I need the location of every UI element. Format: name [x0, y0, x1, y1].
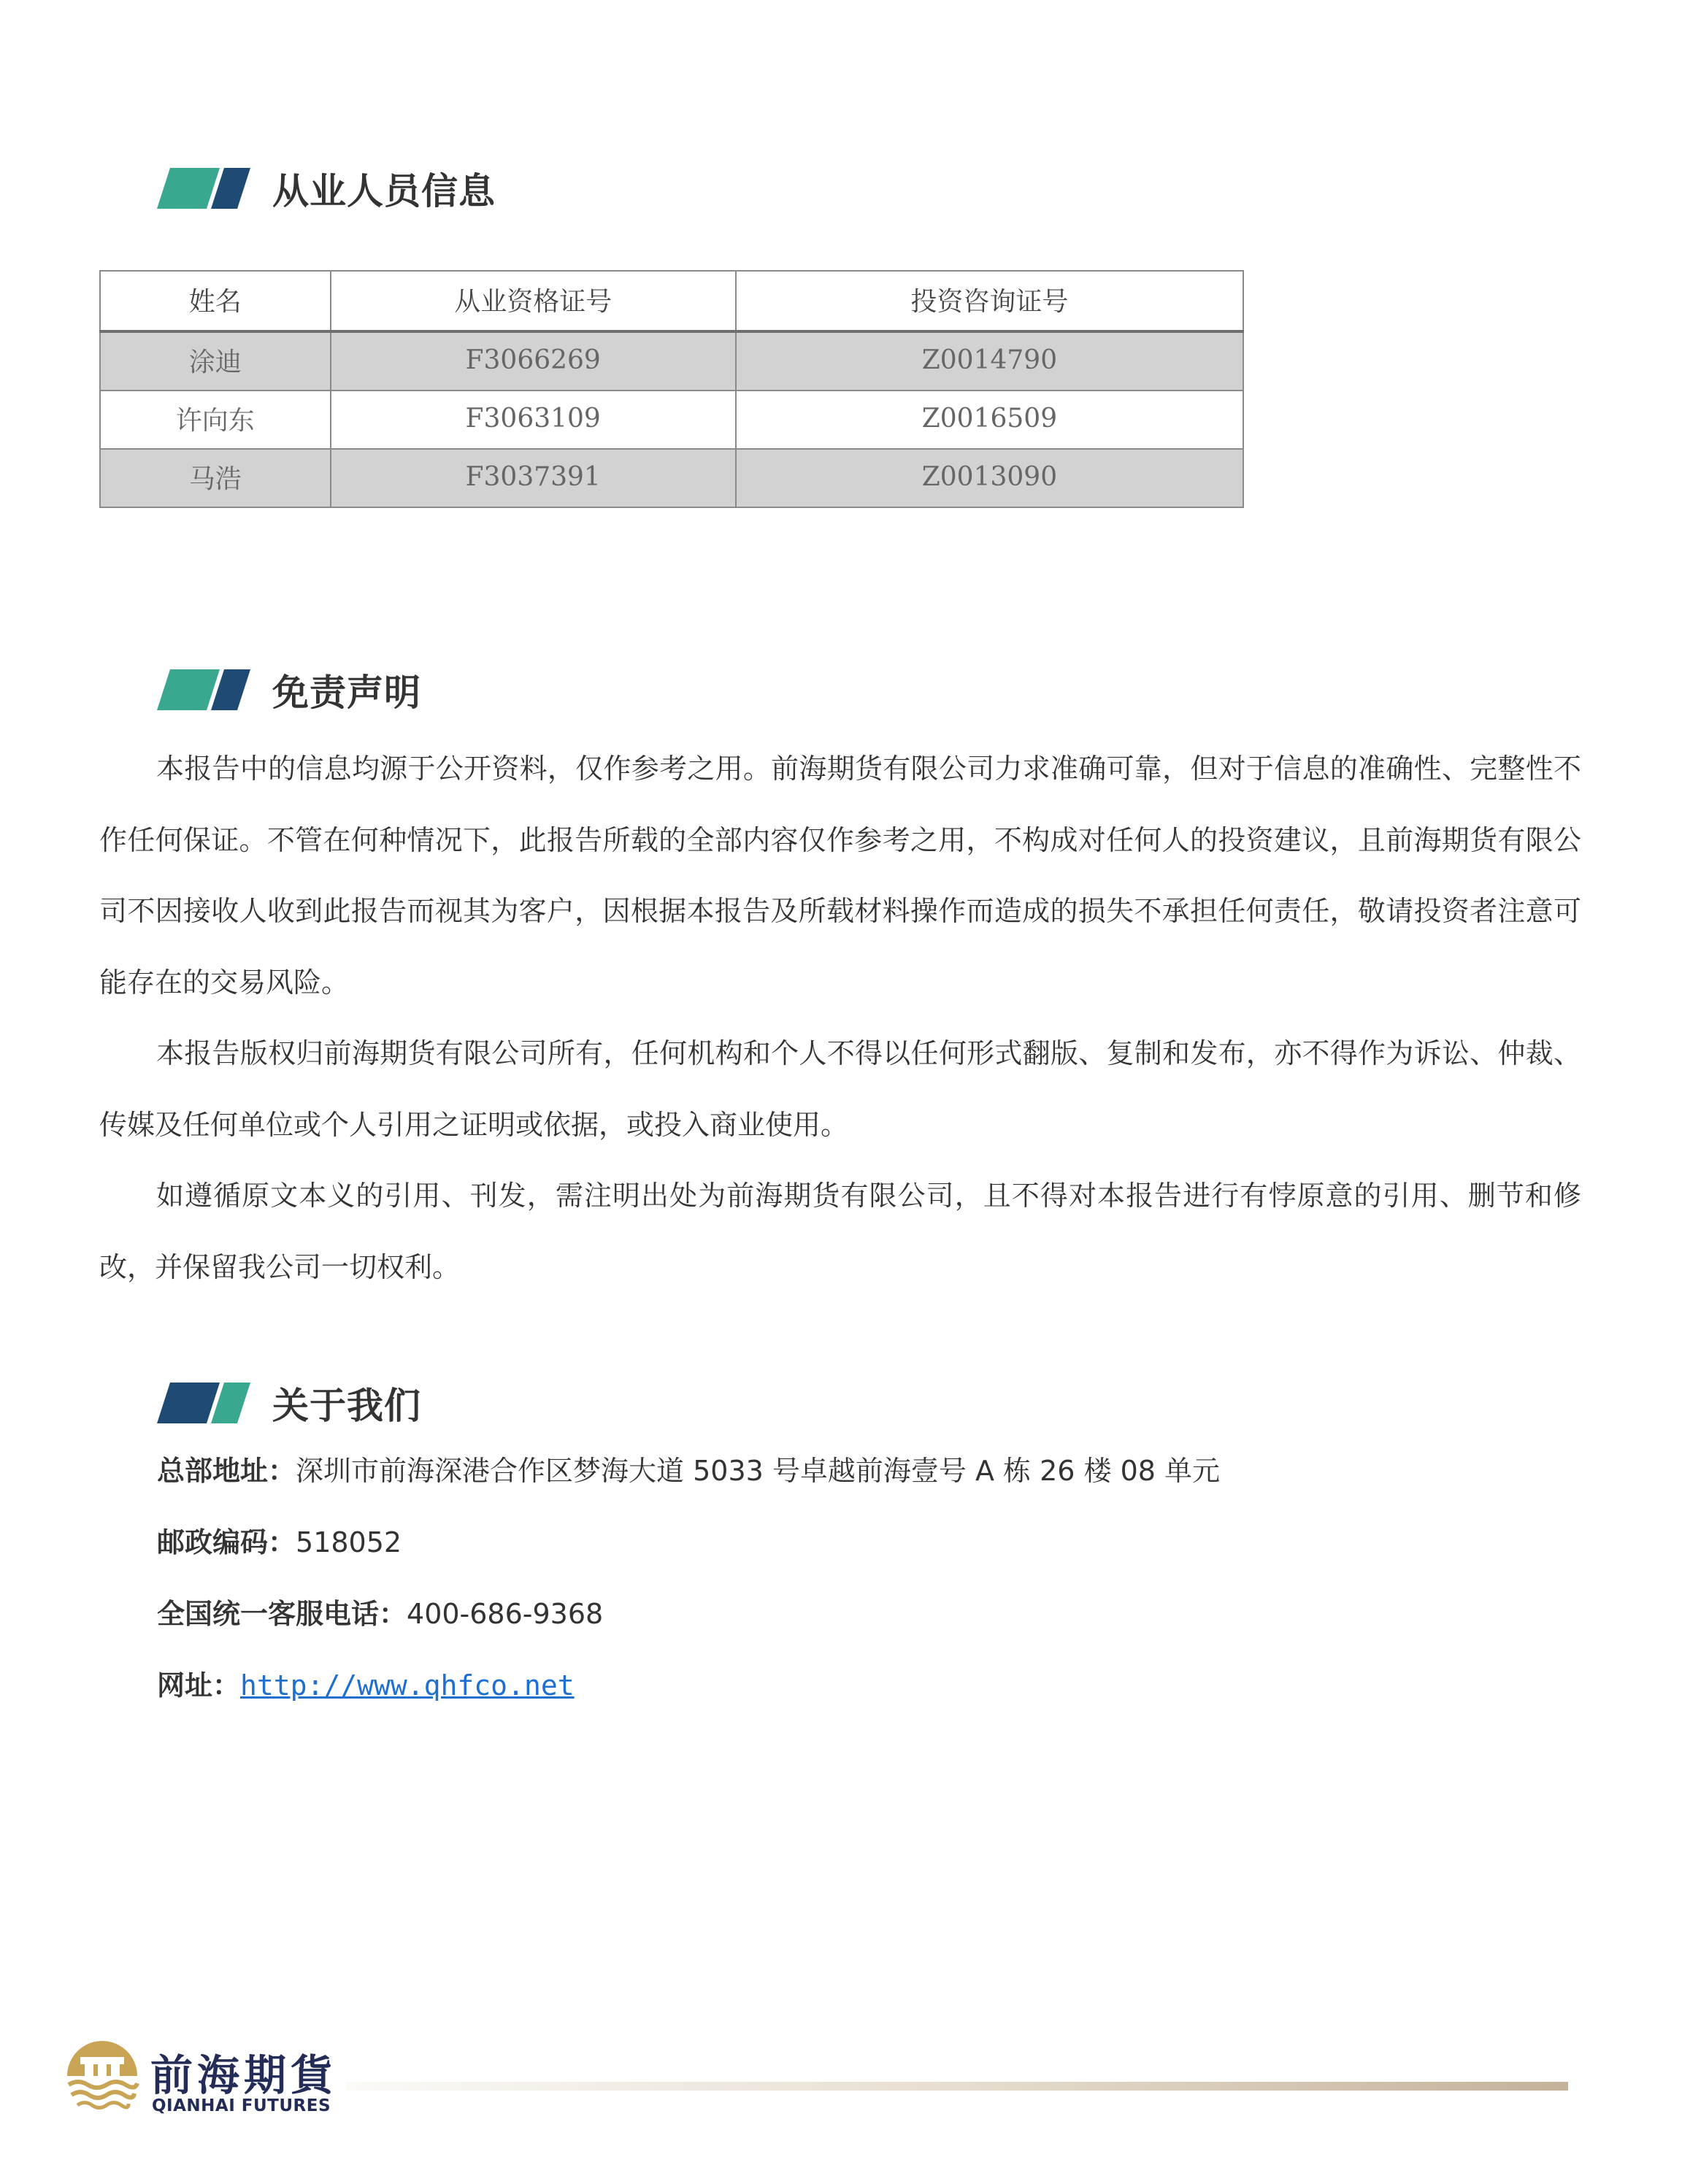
postcode-label: 邮政编码：	[157, 1526, 296, 1558]
website-label: 网址：	[157, 1669, 241, 1702]
table-cell: Z0016509	[736, 391, 1243, 449]
postcode-value: 518052	[296, 1526, 402, 1558]
company-logo-icon	[64, 2037, 140, 2112]
disclaimer-paragraph: 本报告版权归前海期货有限公司所有，任何机构和个人不得以任何形式翻版、复制和发布，亦不得作为诉讼、仲裁、传媒及任何单位或个人引用之证明或依据，或投入商业使用。	[99, 1037, 1581, 1141]
hotline-row	[157, 1592, 1220, 1664]
table-cell: F3037391	[331, 449, 736, 507]
section-title: 免责声明	[272, 672, 421, 714]
section-marker-icon	[157, 1383, 250, 1423]
section-header-disclaimer	[157, 668, 421, 712]
section-title: 从业人员信息	[272, 170, 496, 212]
address-label: 总部地址：	[157, 1455, 296, 1487]
table-cell: Z0014790	[736, 331, 1243, 391]
section-marker-icon	[157, 669, 250, 710]
section-marker-icon	[157, 168, 250, 209]
address-value: 深圳市前海深港合作区梦海大道 5033 号卓越前海壹号 A 栋 26 楼 08 单元	[296, 1455, 1221, 1487]
table-row	[100, 391, 1243, 449]
column-header-qualification-no: 从业资格证号	[331, 271, 736, 331]
table-row	[100, 449, 1243, 507]
column-header-name: 姓名	[100, 271, 331, 331]
table-cell: 涂迪	[100, 331, 331, 391]
table-row	[100, 331, 1243, 391]
website-link[interactable]: http://www.qhfco.net	[240, 1669, 575, 1702]
table-cell: F3066269	[331, 331, 736, 391]
hotline-value: 400-686-9368	[407, 1598, 604, 1630]
disclaimer-body	[99, 734, 1581, 1303]
disclaimer-paragraph: 本报告中的信息均源于公开资料，仅作参考之用。前海期货有限公司力求准确可靠，但对于信息的准确性、完整性不作任何保证。不管在何种情况下，此报告所载的全部内容仅作参考之用，不构成对任何人的投资建议，且前海期货有限公司不因接收人收到此报告而视其为客户，因根据本报告及所载材料操作而造成的损失不承担任何责任，敬请投资者注意可能存在的交易风险。	[99, 753, 1581, 999]
hotline-label: 全国统一客服电话：	[157, 1598, 407, 1630]
contact-info	[157, 1449, 1220, 1735]
column-header-consulting-no: 投资咨询证号	[736, 271, 1243, 331]
company-name-en: QIANHAI FUTURES	[152, 2096, 331, 2115]
section-header-about	[157, 1381, 421, 1425]
disclaimer-paragraph: 如遵循原文本义的引用、刊发，需注明出处为前海期货有限公司，且不得对本报告进行有悖原意的引用、删节和修改，并保留我公司一切权利。	[99, 1180, 1581, 1283]
table-cell: 许向东	[100, 391, 331, 449]
page-footer	[64, 2037, 1568, 2131]
section-title: 关于我们	[272, 1385, 421, 1427]
table-cell: 马浩	[100, 449, 331, 507]
table-cell: Z0013090	[736, 449, 1243, 507]
website-row	[157, 1664, 1220, 1735]
table-cell: F3063109	[331, 391, 736, 449]
staff-table	[99, 270, 1244, 508]
section-header-staff	[157, 166, 496, 210]
company-name-cn: 前海期貨	[150, 2050, 338, 2100]
address-row	[157, 1449, 1220, 1520]
table-header-row	[100, 271, 1243, 331]
footer-divider	[346, 2082, 1568, 2091]
postcode-row	[157, 1520, 1220, 1592]
